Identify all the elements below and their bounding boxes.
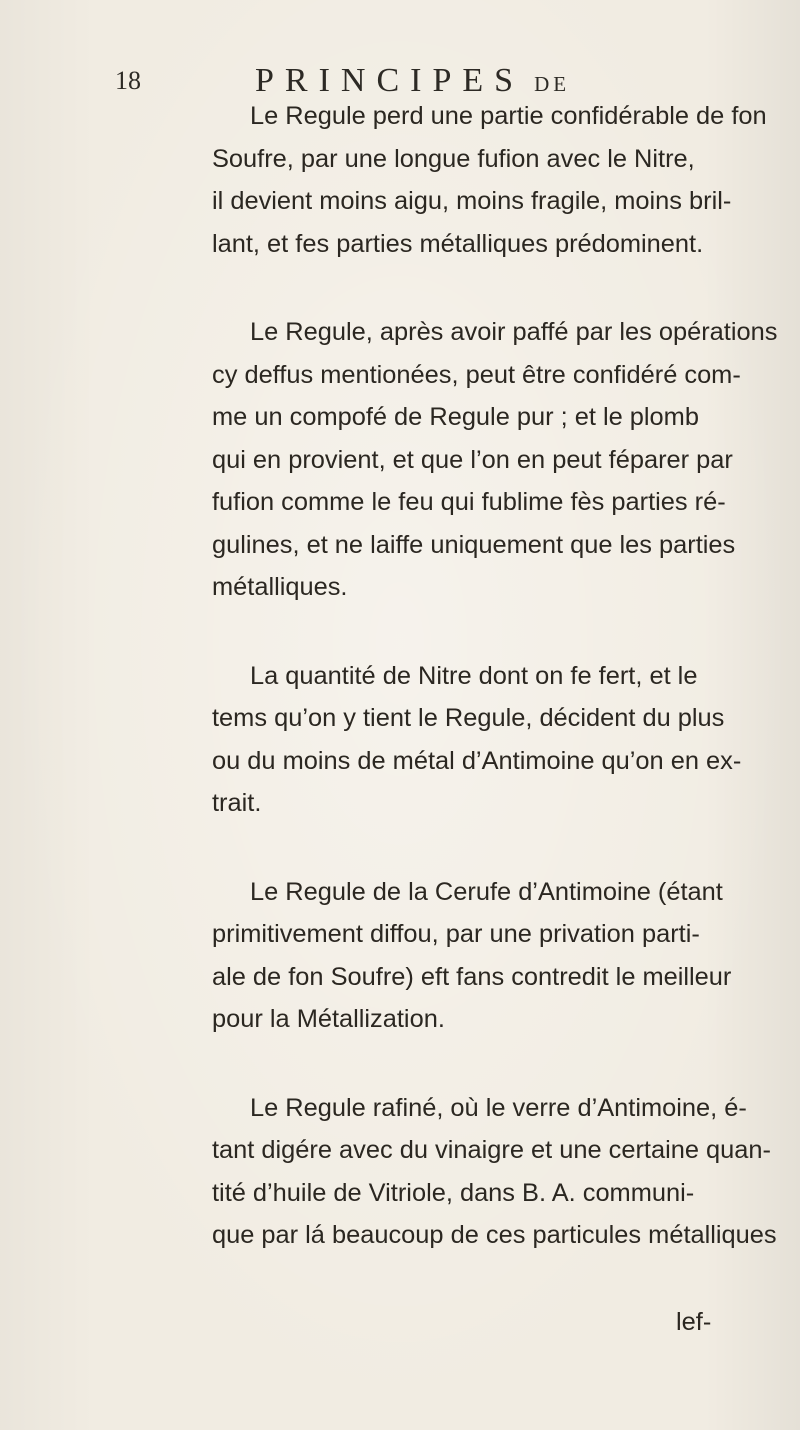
- text-line: Soufre, par une longue fufion avec le Nitre,: [212, 144, 695, 173]
- text-line: tité d’huile de Vitriole, dans B. A. communi-: [212, 1178, 695, 1207]
- text-line: il devient moins aigu, moins fragile, moins bril-: [212, 187, 732, 215]
- paragraph-3: [212, 655, 742, 825]
- paragraph-2: [212, 311, 778, 609]
- page-number: 18: [115, 66, 141, 95]
- text-line: ale de fon Soufre) eft fans contredit le meilleur: [212, 962, 732, 991]
- paragraph-gap: [212, 1041, 742, 1087]
- catchword: lef-: [676, 1308, 712, 1336]
- paragraph-gap: [212, 825, 742, 871]
- text-line: Le Regule perd une partie confidérable de fon: [250, 102, 767, 130]
- paragraph-5: [212, 1087, 777, 1257]
- text-line: primitivement diffou, par une privation parti-: [212, 920, 700, 948]
- text-line: pour la Métallization.: [212, 1005, 445, 1033]
- text-line: ou du moins de métal d’Antimoine qu’on en ex-: [212, 746, 742, 775]
- text-line: tant digére avec du vinaigre et une certaine quan-: [212, 1136, 771, 1164]
- text-line: Le Regule de la Cerufe d’Antimoine (étant: [250, 877, 723, 906]
- text-line: qui en provient, et que l’on en peut féparer par: [212, 445, 733, 474]
- running-head-suffix: DE: [534, 72, 571, 96]
- body-text: [212, 95, 778, 1257]
- paragraph-1: [212, 95, 767, 265]
- paragraph-gap: [212, 265, 742, 311]
- text-line: La quantité de Nitre dont on fe fert, et le: [250, 661, 698, 690]
- text-line: Le Regule rafiné, où le verre d’Antimoine, é-: [250, 1093, 747, 1122]
- paragraph-4: [212, 871, 742, 1041]
- running-head-title: PRINCIPES: [255, 62, 525, 99]
- text-line: trait.: [212, 789, 262, 817]
- text-line: que par lá beaucoup de ces particules métalliques: [212, 1221, 777, 1249]
- text-line: cy deffus mentionées, peut être confidéré com-: [212, 360, 741, 389]
- text-line: fufion comme le feu qui fublime fès parties ré-: [212, 488, 726, 516]
- paragraph-gap: [212, 609, 742, 655]
- text-line: lant, et fes parties métalliques prédominent.: [212, 229, 704, 258]
- text-line: me un compofé de Regule pur ; et le plomb: [212, 403, 699, 431]
- text-line: Le Regule, après avoir paffé par les opérations: [250, 318, 778, 346]
- text-line: tems qu’on y tient le Regule, décident du plus: [212, 704, 725, 732]
- text-line: métalliques.: [212, 573, 348, 601]
- text-line: gulines, et ne laiffe uniquement que les parties: [212, 530, 736, 559]
